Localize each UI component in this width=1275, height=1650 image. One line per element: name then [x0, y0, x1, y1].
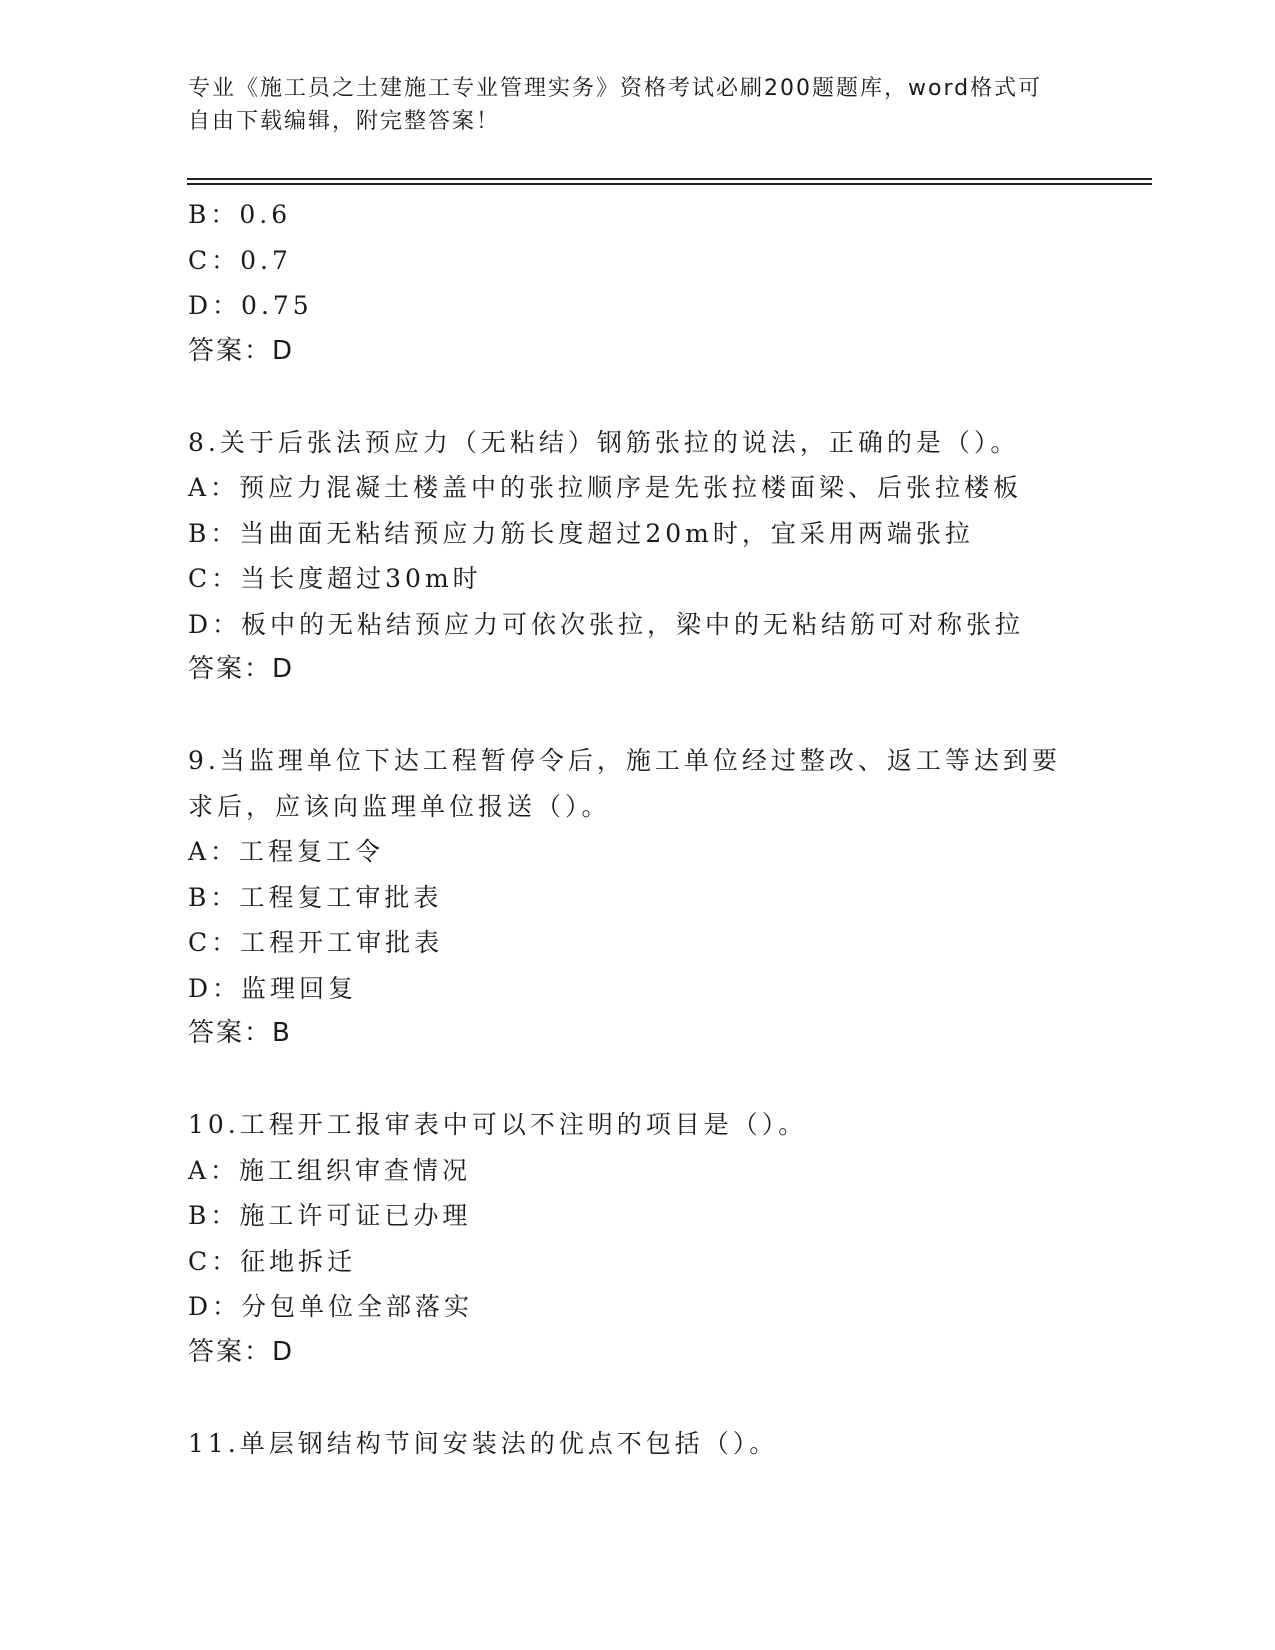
- answer-line: 答案：D: [188, 335, 295, 366]
- option-line: D：分包单位全部落实: [188, 1292, 474, 1321]
- question-block: [188, 420, 1118, 693]
- question-block: [188, 738, 1118, 1057]
- question-block: [188, 1421, 1118, 1467]
- option-line: C：征地拆迁: [188, 1246, 357, 1276]
- question-stem: 求后，应该向监理单位报送（）。: [188, 791, 611, 821]
- option-line: C：0.7: [188, 245, 292, 275]
- question-list: [188, 192, 1118, 1466]
- question-block: [188, 1102, 1118, 1375]
- option-line: C：当长度超过30m时: [188, 564, 482, 593]
- header-line-1: 专业《施工员之土建施工专业管理实务》资格考试必刷200题题库，word格式可: [188, 76, 1043, 101]
- option-line: D：监理回复: [188, 973, 358, 1003]
- option-line: B：工程复工审批表: [188, 882, 443, 912]
- question-block-continued: [188, 192, 1118, 374]
- spacer: [188, 693, 1118, 739]
- option-line: A：预应力混凝土楼盖中的张拉顺序是先张拉楼面梁、后张拉楼板: [188, 473, 1023, 502]
- option-line: D：板中的无粘结预应力可依次张拉，梁中的无粘结筋可对称张拉: [188, 609, 1025, 639]
- question-stem: 11.单层钢结构节间安装法的优点不包括（）。: [188, 1428, 779, 1458]
- answer-line: 答案：D: [188, 654, 295, 684]
- page-header: [188, 72, 1088, 138]
- header-divider-bottom: [187, 183, 1152, 185]
- option-line: C：工程开工审批表: [188, 928, 444, 957]
- question-stem: 8.关于后张法预应力（无粘结）钢筋张拉的说法，正确的是（）。: [188, 427, 1020, 457]
- option-line: B：施工许可证已办理: [188, 1201, 472, 1230]
- option-line: A：工程复工令: [188, 837, 385, 866]
- question-stem: 9.当监理单位下达工程暂停令后，施工单位经过整改、返工等达到要: [188, 746, 1061, 775]
- answer-line: 答案：B: [188, 1018, 292, 1048]
- question-stem: 10.工程开工报审表中可以不注明的项目是（）。: [188, 1110, 808, 1139]
- option-line: A：施工组织审查情况: [188, 1155, 472, 1185]
- spacer: [188, 1375, 1118, 1421]
- option-line: B：0.6: [188, 200, 292, 229]
- spacer: [188, 374, 1118, 420]
- header-line-2: 自由下载编辑，附完整答案！: [188, 109, 501, 134]
- header-divider-top: [187, 178, 1152, 180]
- option-line: D：0.75: [188, 291, 313, 320]
- spacer: [188, 1057, 1118, 1103]
- option-line: B：当曲面无粘结预应力筋长度超过20m时，宜采用两端张拉: [188, 518, 974, 548]
- answer-line: 答案：D: [188, 1336, 295, 1367]
